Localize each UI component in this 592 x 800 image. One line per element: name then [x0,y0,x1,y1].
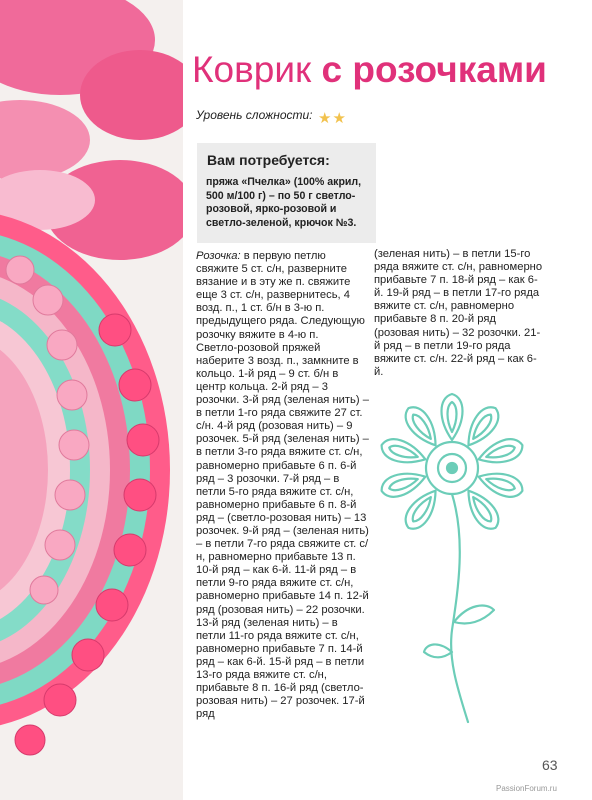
materials-heading: Вам потребуется: [207,152,330,168]
materials-text: пряжа «Пчелка» (100% акрил, 500 м/100 г) – по 50 г светло-розовой, ярко-розовой и светло-зеленой, крючок №3. [206,176,362,229]
difficulty-stars-icon: ★★ [318,110,347,127]
instructions-column-2 [374,248,544,379]
page-number: 63 [542,757,558,773]
rose-instructions: в первую петлю свяжите 5 ст. с/н, разверните вязание и в эту же п. свяжите еще 3 ст. с/н, развернитесь, 4 возд. п., 1 ст. б/н в 3-ю п. предыдущего ряда. Следующую розочку вяжите в 4-ю п. [196,250,365,341]
page-title [192,48,547,92]
instructions-paragraph-2: Светло-розовой пряжей наберите 3 возд. п., замкните в кольцо. 1-й ряд – 9 ст. б/н в центр кольца. 2-й ряд – 3 розочки. 3-й ряд (зеленая нить) – в петли 1-го ряда свяжите 27 ст. с/н. 4-й ряд (розовая нить) – 9 розочек. 5-й ряд (зеленая нить) – в петли 3-го ряда вяжите ст. с/н, равномерно прибавьте 6 п. 6-й ряд – 3 розочки. 7-й ряд – в петли 5-го ряда вяжите ст. с/н, равномерно прибавьте 6 п. 8-й ряд – (светло-розовая нить) – 13 розочек. 9-й ряд – (зеленая нить) – в петли 7-го ряда свяжите ст. с/н, равномерно прибавьте 13 п. 10-й ряд – как 6-й. 11-й ряд – в петли 9-го ряда вяжите ст. с/н, равномерно прибавьте 14 п. 12-й ряд (розовая нить) – 22 розочки. 13-й ряд (зеленая нить) – в петли 11-го ряда вяжите ст. с/н, равномерно прибавьте 7 п. 14-й ряд – как 6-й. 15-й ряд – в петли 13-го ряда вяжите ст. с/н, прибавьте 8 п. 16-й ряд (светло-розовая нить) – 27 розочек. 17-й ряд [196,341,369,721]
title-part2: с розочками [321,49,547,90]
materials-box [197,143,376,243]
flower-icon [376,390,528,730]
instructions-paragraph-3: (зеленая нить) – в петли 15-го ряда вяжите ст. с/н, равномерно прибавьте 7 п. 18-й ряд – как 6-й. 19-й ряд – в петли 17-го ряда вяжите ст. с/н, равномерно прибавьте 8 п. 20-й ряд (розовая нить) – 32 розочки. 21-й ряд – в петли 19-го ряда вяжите ст. с/н. 22-й ряд – как 6-й. [374,248,543,378]
title-part1: Коврик [192,49,312,90]
difficulty-label: Уровень сложности: [196,108,313,122]
rug-photo [0,0,183,800]
instructions-paragraph-1 [196,250,370,342]
instructions-column-1 [196,250,370,721]
rose-lead: Розочка: [196,250,241,262]
watermark: PassionForum.ru [496,784,557,793]
